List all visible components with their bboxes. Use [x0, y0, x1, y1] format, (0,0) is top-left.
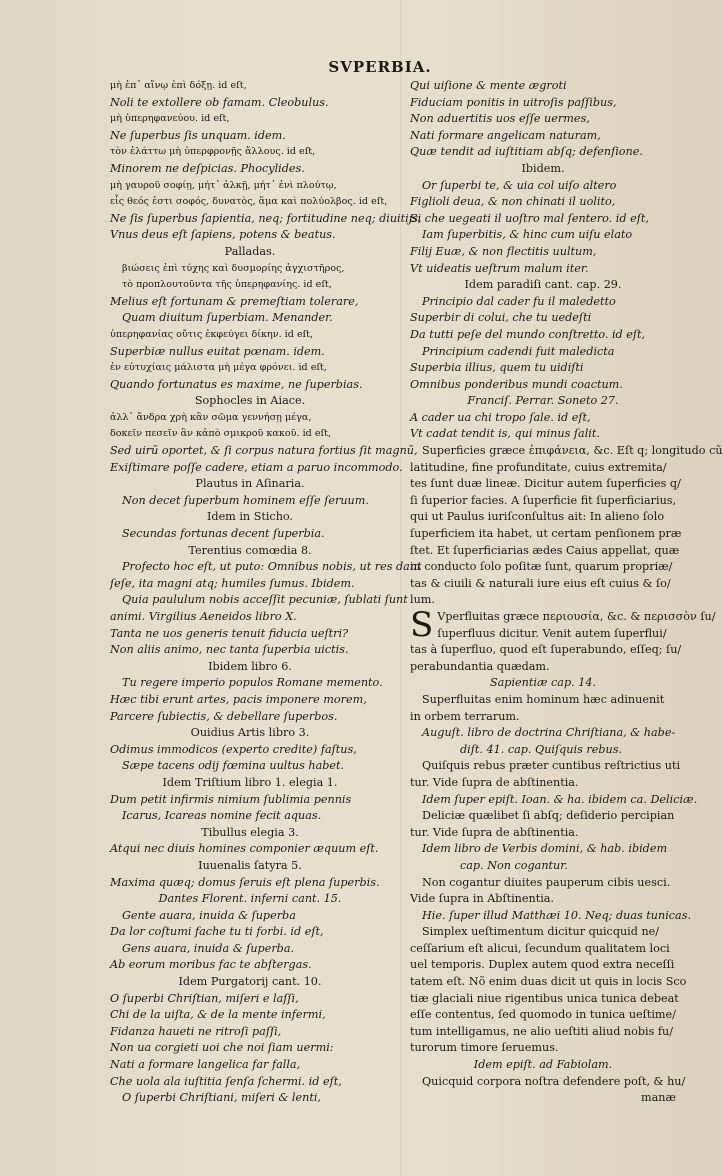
text-line: Maxima quæq; domus ſeruis eſt plena ſuperbis. — [110, 875, 380, 889]
text-line: Iam ſuperbitis, & hinc cum uiſu elato — [422, 228, 633, 242]
text-line: Superbir di colui, che tu uedeſti — [410, 311, 592, 325]
text-line: Idem Purgatorij cant. 10. — [178, 975, 322, 989]
text-line: Exiſtimare poſſe cadere, etiam a paruo incommodo. — [110, 460, 403, 474]
text-line: Ouidius Artis libro 3. — [190, 726, 310, 740]
text-line: tas à ſuperfluo, quod eſt ſuperabundo, eſſeq; ſu/ — [410, 643, 682, 657]
text-line: Non aduertitis uos eſſe uermes, — [410, 112, 590, 126]
text-line: A cader ua chi tropo ſale. id eſt, — [410, 410, 591, 424]
text-line: Superficies græce ἐπιφάνεια, &c. Eſt q; longitudo cũ — [422, 444, 723, 458]
text-line: Idem ſuper epiſt. Ioan. & ha. ibidem ca. Deliciæ. — [422, 792, 698, 806]
text-line: Sophocles in Aiace. — [194, 394, 306, 408]
text-line: Quia paululum nobis acceſſit pecuniæ, ſublati ſunt — [122, 593, 408, 607]
text-line: Superbia illius, quem tu uidiſti — [410, 361, 584, 375]
text-line: Quicquid corpora noſtra defendere poſt, & hu/ — [422, 1074, 686, 1088]
text-line: ἐν εὐτυχίαις μάλιστα μὴ μέγα φρόνει. id eſt, — [110, 362, 327, 374]
text-line: Superbiæ nullus euitat pœnam. idem. — [110, 344, 325, 358]
text-line: Sed uirũ oportet, & ſi corpus natura fortius ſit magnũ, — [110, 444, 418, 458]
text-line: Sæpe tacens odij fœmina uultus habet. — [122, 759, 345, 773]
text-line: μὴ ἐπ᾽ αἴνῳ ἐπὶ δόξῃ. id eſt, — [110, 80, 247, 91]
text-line: τὸ προπλουτοῦντα τῆς ὑπερηφανίης. id eſt, — [122, 279, 332, 291]
text-line: ſi ſuperior facies. A ſuperficie fit ſuperficiarius, — [410, 493, 677, 507]
text-line: Omnibus ponderibus mundi coactum. — [410, 377, 623, 391]
text-line: tatem eſt. Nõ enim duas dicit ut quis in locis Sco — [410, 975, 687, 989]
text-line: Idem Triſtium libro 1. elegia 1. — [162, 775, 338, 789]
right-column — [410, 78, 723, 1107]
text-line: Quæ tendit ad iuſtitiam abſq; defenſione. — [410, 145, 643, 159]
text-line: Principio dal cader fu il maledetto — [422, 294, 616, 308]
text-line: Ne ſuperbus ſis unquam. idem. — [110, 128, 286, 142]
text-line: perabundantia quædam. — [410, 659, 550, 673]
text-line: Melius eſt fortunam & premeſtiam tolerare, — [110, 294, 359, 308]
text-line: τὸν ἐλάττω μὴ ὑπερφρονῇς ἄλλους. id eſt, — [110, 146, 316, 158]
text-line: Minorem ne deſpicias. Phocylides. — [110, 161, 305, 175]
text-line: uel temporis. Duplex autem quod extra neceſſi — [410, 958, 675, 972]
text-line: Gente auara, inuida & ſuperba — [122, 908, 296, 922]
text-line: eſſe contentus, ſed quomodo in tunica ueſtime/ — [410, 1008, 676, 1022]
left-column — [110, 78, 422, 1107]
text-line: δοκεῖν πεσεῖν ἂν κἀπὸ σμικροῦ κακοῦ. id eſt, — [110, 428, 331, 440]
text-line: Palladas. — [224, 244, 276, 258]
text-line: in orbem terrarum. — [410, 709, 520, 723]
text-line: ſeſe, ita magni atq; humiles ſumus. Ibidem. — [110, 576, 355, 590]
text-line-content: Vperfluitas græce περιουσία, &c. & περισσὸν ſu/ — [437, 610, 716, 623]
text-line: Non ua corgieti uoi che noi ſiam uermi: — [110, 1041, 334, 1055]
text-line: O ſuperbi Chriſtian, miſeri e laſſi, — [110, 991, 299, 1005]
text-line: ſuperficiem ita habet, ut certam penſionem præ — [410, 527, 682, 541]
text-line: O ſuperbi Chriſtiani, miſeri & lenti, — [122, 1091, 321, 1105]
text-line: Nati a formare langelica far falla, — [110, 1058, 301, 1072]
text-line: Principium cadendi fuit maledicta — [422, 344, 615, 358]
text-line: Fidanza haueti ne ritroſi paſſi, — [110, 1024, 282, 1038]
text-line: μὴ γαυροῦ σοφίῃ, μήτ᾽ ἀλκῇ, μήτ᾽ ἐνὶ πλούτῳ, — [110, 179, 337, 191]
gutter-shade — [400, 0, 401, 1176]
text-line: Parcere ſubiectis, & debellare ſuperbos. — [110, 709, 338, 723]
text-line: Vide ſupra in Abſtinentia. — [410, 892, 555, 906]
text-line: Chi de la uiſta, & de la mente infermi, — [110, 1008, 326, 1022]
text-line: Profecto hoc eſt, ut puto: Omnibus nobis, ut res dant — [122, 560, 422, 574]
text-line: Quando fortunatus es maxime, ne ſuperbias. — [110, 377, 363, 391]
text-line: tum intelligamus, ne alio ueſtiti aliud nobis fu/ — [410, 1024, 674, 1038]
text-line: Deliciæ quælibet ſi abſq; deſiderio percipian — [422, 809, 675, 823]
text-line: Figlioli deua, & non chinati il uolito, — [410, 195, 616, 209]
text-line: ſuperfluus dicitur. Venit autem ſuperflui/ — [437, 626, 667, 640]
text-line: latitudine, fine profunditate, cuius extremita/ — [410, 460, 667, 474]
text-line: Auguſt. libro de doctrina Chriſtiana, & habe- — [422, 726, 676, 740]
text-line: Da lor coſtumi fache tu ti forbi. id eſt, — [110, 925, 324, 939]
text-line: Da tutti peſe del mundo conſtretto. id eſt, — [410, 327, 646, 341]
text-line: Che uola ala iuſtitia ſenſa ſchermi. id eſt, — [110, 1074, 342, 1088]
text-line: Tanta ne uos generis tenuit fiducia ueſtri? — [110, 626, 349, 640]
text-line: in conducto ſolo poſitæ ſunt, quarum propriæ/ — [410, 560, 673, 574]
text-line: Terentius comœdia 8. — [188, 543, 312, 557]
text-line: βιώσεις ἐπὶ τύχης καὶ δυσμορίης ἀγχιστῆρος, — [122, 262, 345, 274]
text-line: Hie. ſuper illud Matthæi 10. Neq; duas tunicas. — [422, 908, 692, 922]
text-line: Gens auara, inuida & ſuperba. — [122, 941, 295, 955]
text-line: Idem paradiſi cant. cap. 29. — [464, 278, 622, 292]
text-line: ceſſarium eſt alicui, ſecundum qualitatem loci — [410, 941, 670, 955]
text-line: Si che uegeati il uoſtro mal ſentero. id eſt, — [410, 211, 649, 225]
text-line: Tibullus elegia 3. — [201, 825, 299, 839]
text-line: Atqui nec diuis homines componier æquum eſt. — [110, 842, 379, 856]
text-line: tes ſunt duæ lineæ. Dicitur autem ſuperficies q/ — [410, 477, 681, 491]
text-line: qui ut Paulus iuriſconſultus ait: In alieno ſolo — [410, 510, 665, 524]
text-line: Plautus in Aſinaria. — [195, 477, 305, 491]
text-line: Hæc tibi erunt artes, pacis imponere morem, — [110, 692, 367, 706]
text-line: manæ — [641, 1091, 676, 1105]
text-line: Sapientiæ cap. 14. — [489, 676, 597, 690]
text-line: Fiduciam ponitis in uitroſis paſſibus, — [410, 95, 617, 109]
text-line: Vt uideatis ueſtrum malum iter. — [410, 261, 589, 275]
text-line: lum. — [410, 593, 435, 607]
text-line: Nati formare angelicam naturam, — [410, 128, 601, 142]
text-line: Dum petit infirmis nimium ſublimia pennis — [110, 792, 352, 806]
text-line: animi. Virgilius Aeneidos libro X. — [110, 610, 297, 623]
text-line: εἷς θεός ἐστι σοφός, δυνατὸς, ἅμα καὶ πολύολβος. id eſt, — [110, 196, 388, 208]
text-line: Non cogantur diuites pauperum cibis uesci. — [422, 875, 671, 889]
text-line: Ne ſis ſuperbus ſapientia, neq; fortitudine neq; diuitijs, — [110, 211, 422, 225]
text-line: Or ſuperbi te, & uia col uiſo altero — [422, 178, 617, 192]
text-line: Ibidem. — [521, 161, 565, 175]
text-line: Franciſ. Perrar. Soneto 27. — [467, 394, 619, 408]
text-line: Non decet ſuperbum hominem eſſe ſeruum. — [122, 493, 369, 507]
text-line: Ibidem libro 6. — [208, 659, 292, 673]
running-header: SVPERBIA. — [328, 58, 432, 76]
text-line: Noli te extollere ob famam. Cleobulus. — [110, 95, 329, 109]
text-line: Ab eorum moribus fac te abſtergas. — [110, 958, 312, 972]
text-line: Idem epiſt. ad Fabiolam. — [473, 1058, 613, 1072]
text-line: Icarus, Icareas nomine fecit aquas. — [122, 809, 322, 823]
text-line: ἀλλ᾽ ἄνδρα χρὴ κἂν σῶμα γεννήσῃ μέγα, — [110, 411, 312, 423]
text-line: Odimus immodicos (experto credite) faſtus, — [110, 742, 357, 756]
text-line: Vnus deus eſt ſapiens, potens & beatus. — [110, 228, 336, 242]
text-line: Quam diuitum ſuperbiam. Menander. — [122, 311, 333, 325]
text-line: Simplex ueſtimentum dicitur quicquid ne/ — [422, 925, 660, 939]
text-line: tas & ciuili & naturali iure eius eſt cuius & ſo/ — [410, 576, 671, 590]
text-line: turorum timore ſeruemus. — [410, 1041, 559, 1055]
text-line: tiæ glaciali niue rigentibus unica tunica debeat — [410, 991, 679, 1005]
text-line: Non aliis animo, nec tanta ſuperbia uictis. — [110, 643, 349, 657]
text-line: Quiſquis rebus præter cuntibus reſtrictius uti — [422, 759, 681, 773]
text-line: Superfluitas enim hominum hæc adinuenit — [422, 692, 665, 706]
text-line: tur. Vide ſupra de abſtinentia. — [410, 775, 579, 789]
text-line: Idem in Sticho. — [206, 510, 293, 524]
text-line: Filij Euæ, & non flectitis uultum, — [410, 244, 597, 258]
text-line: Idem libro de Verbis domini, & hab. ibidem — [422, 842, 668, 856]
text-line: tur. Vide ſupra de abſtinentia. — [410, 825, 579, 839]
drop-cap: S — [410, 605, 434, 645]
text-line: Tu regere imperio populos Romane memento. — [122, 676, 383, 690]
text-line: cap. Non cogantur. — [460, 858, 568, 872]
text-line: Vt cadat tendit is, qui minus ſalit. — [410, 427, 600, 441]
text-line: Dantes Florent. inferni cant. 15. — [158, 892, 342, 906]
text-line: μὴ ὑπερηφανεύου. id eſt, — [110, 113, 230, 125]
text-line: diſt. 41. cap. Quiſquis rebus. — [460, 742, 623, 756]
text-line: Secundas fortunas decent ſuperbia. — [122, 527, 325, 541]
text-line: Iuuenalis ſatyra 5. — [198, 858, 302, 872]
text-line: ſtet. Et ſuperficiarias ædes Caius appellat, quæ — [410, 543, 680, 557]
text-line: ὑπερηφανίας οὔτις ἐκφεύγει δίκην. id eſt, — [110, 328, 314, 340]
text-line: Qui uiſione & mente ægroti — [410, 79, 567, 92]
